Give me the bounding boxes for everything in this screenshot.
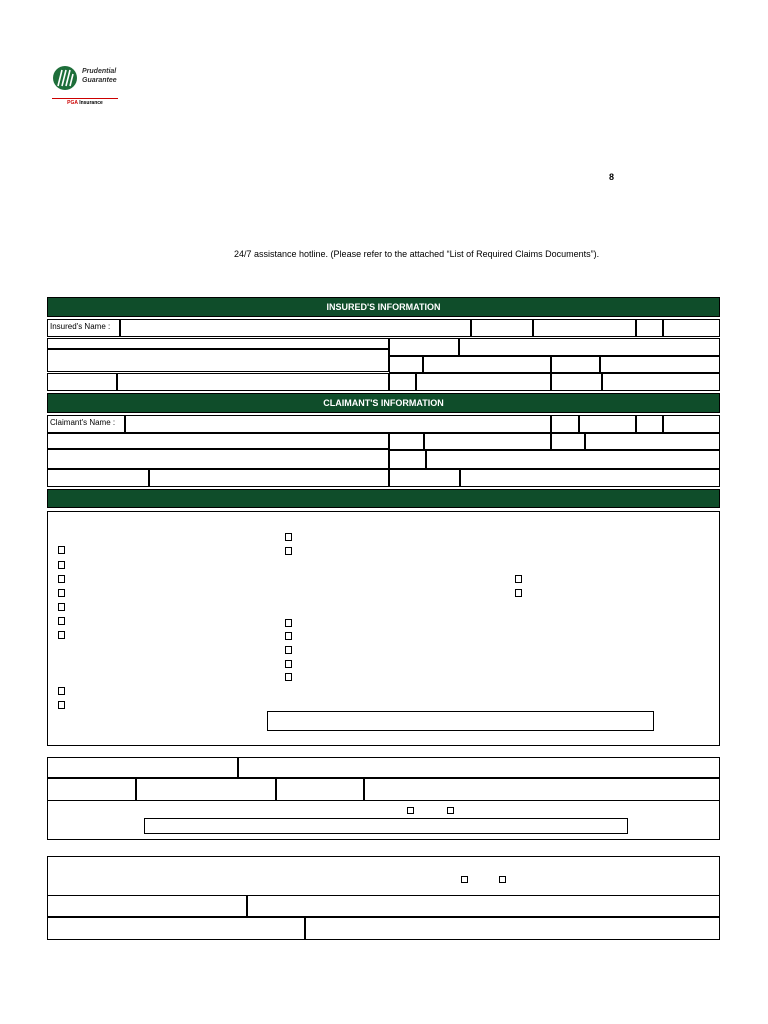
claimant-address-label-cell — [47, 433, 389, 449]
insured-row1-field-2[interactable] — [663, 319, 720, 337]
claimant-row4-label-cell — [47, 469, 149, 487]
lower-block-2-field-2[interactable] — [305, 917, 720, 940]
checkbox[interactable] — [515, 589, 522, 597]
logo-sub-brand-abbr: PGA — [67, 100, 78, 106]
company-logo — [52, 64, 122, 108]
claimant-row3-field[interactable] — [426, 450, 720, 469]
claimant-row3-label-cell — [389, 450, 426, 469]
insured-row4-label-cell-2 — [389, 373, 416, 391]
checkbox[interactable] — [58, 687, 65, 695]
checkbox[interactable] — [58, 589, 65, 597]
yes-checkbox[interactable] — [407, 807, 414, 814]
insured-row3-label-cell — [389, 356, 423, 373]
insured-name-field[interactable] — [120, 319, 471, 337]
insured-address-field[interactable] — [47, 349, 389, 372]
intro-text: 24/7 assistance hotline. (Please refer to the attached “List of Required Claims Documents”). — [234, 249, 600, 259]
insured-row4-field-3[interactable] — [602, 373, 720, 391]
insured-row1-field[interactable] — [533, 319, 636, 337]
checkbox[interactable] — [285, 547, 292, 555]
insured-row4-field-2[interactable] — [416, 373, 551, 391]
no-checkbox[interactable] — [499, 876, 506, 883]
claimant-row2-field[interactable] — [424, 433, 551, 450]
claimant-row1-label-cell — [551, 415, 579, 433]
insured-row3-label-cell-2 — [551, 356, 600, 373]
insured-row4-label-cell-3 — [551, 373, 602, 391]
lower-block-2-field[interactable] — [247, 895, 720, 917]
insured-row4-label-cell — [47, 373, 117, 391]
logo-name-line2: Guarantee — [82, 77, 117, 84]
checkbox[interactable] — [58, 546, 65, 554]
claimant-row1-field-2[interactable] — [663, 415, 720, 433]
lower-block-1-field[interactable] — [238, 757, 720, 778]
insured-name-label-cell — [47, 319, 120, 337]
claimant-row2-label-cell — [389, 433, 424, 450]
logo-sub-brand-text: Insurance — [79, 100, 103, 106]
checkbox[interactable] — [58, 603, 65, 611]
insured-section-header: INSURED'S INFORMATION — [47, 297, 720, 317]
yes-checkbox[interactable] — [461, 876, 468, 883]
claimant-section-header: CLAIMANT'S INFORMATION — [47, 393, 720, 413]
claimant-row2-label-cell-2 — [551, 433, 585, 450]
insured-row3-field[interactable] — [423, 356, 551, 373]
lower-block-2-label-cell-2 — [47, 917, 305, 940]
checkbox[interactable] — [58, 575, 65, 583]
checkbox[interactable] — [285, 619, 292, 627]
claimant-name-field[interactable] — [125, 415, 551, 433]
lower-block-1-field-2[interactable] — [136, 778, 276, 801]
lower-block-1-label-cell-3 — [276, 778, 364, 801]
lower-block-1-detail-field[interactable] — [144, 818, 628, 834]
logo-mark-icon — [52, 64, 78, 92]
claimant-row4-field-2[interactable] — [460, 469, 720, 487]
claimant-row1-label-cell-2 — [636, 415, 663, 433]
checkbox[interactable] — [58, 617, 65, 625]
claim-details-section-header — [47, 489, 720, 508]
insured-row3-field-2[interactable] — [600, 356, 720, 373]
claimant-name-label-cell — [47, 415, 125, 433]
checkbox[interactable] — [58, 561, 65, 569]
insured-address-label-cell — [47, 338, 389, 349]
insured-name-label: Insured's Name : — [50, 322, 111, 331]
checkbox[interactable] — [285, 673, 292, 681]
claimant-name-label: Claimant's Name : — [50, 418, 116, 427]
logo-sub-brand — [52, 98, 118, 106]
insured-row1-label-cell-2 — [636, 319, 663, 337]
page-number: 8 — [609, 172, 615, 182]
lower-block-1-field-3[interactable] — [364, 778, 720, 801]
claimant-row4-label-cell-2 — [389, 469, 460, 487]
checkbox[interactable] — [58, 701, 65, 709]
insured-row2-label-cell — [389, 338, 459, 356]
checkbox[interactable] — [285, 533, 292, 541]
checkbox[interactable] — [285, 632, 292, 640]
logo-name-line1: Prudential — [82, 68, 117, 75]
insured-row4-field[interactable] — [117, 373, 389, 391]
insured-row2-field[interactable] — [459, 338, 720, 356]
checkbox[interactable] — [58, 631, 65, 639]
lower-block-1-label-cell-2 — [47, 778, 136, 801]
checkbox[interactable] — [285, 660, 292, 668]
claimant-row2-field-2[interactable] — [585, 433, 720, 450]
no-checkbox[interactable] — [447, 807, 454, 814]
checklist-other-field[interactable] — [267, 711, 654, 731]
checkbox[interactable] — [285, 646, 292, 654]
claimant-address-field[interactable] — [47, 449, 389, 469]
claimant-row4-field[interactable] — [149, 469, 389, 487]
checkbox[interactable] — [515, 575, 522, 583]
lower-block-1-label-cell — [47, 757, 238, 778]
lower-block-2-label-cell — [47, 895, 247, 917]
claimant-row1-field[interactable] — [579, 415, 636, 433]
insured-row1-label-cell — [471, 319, 533, 337]
